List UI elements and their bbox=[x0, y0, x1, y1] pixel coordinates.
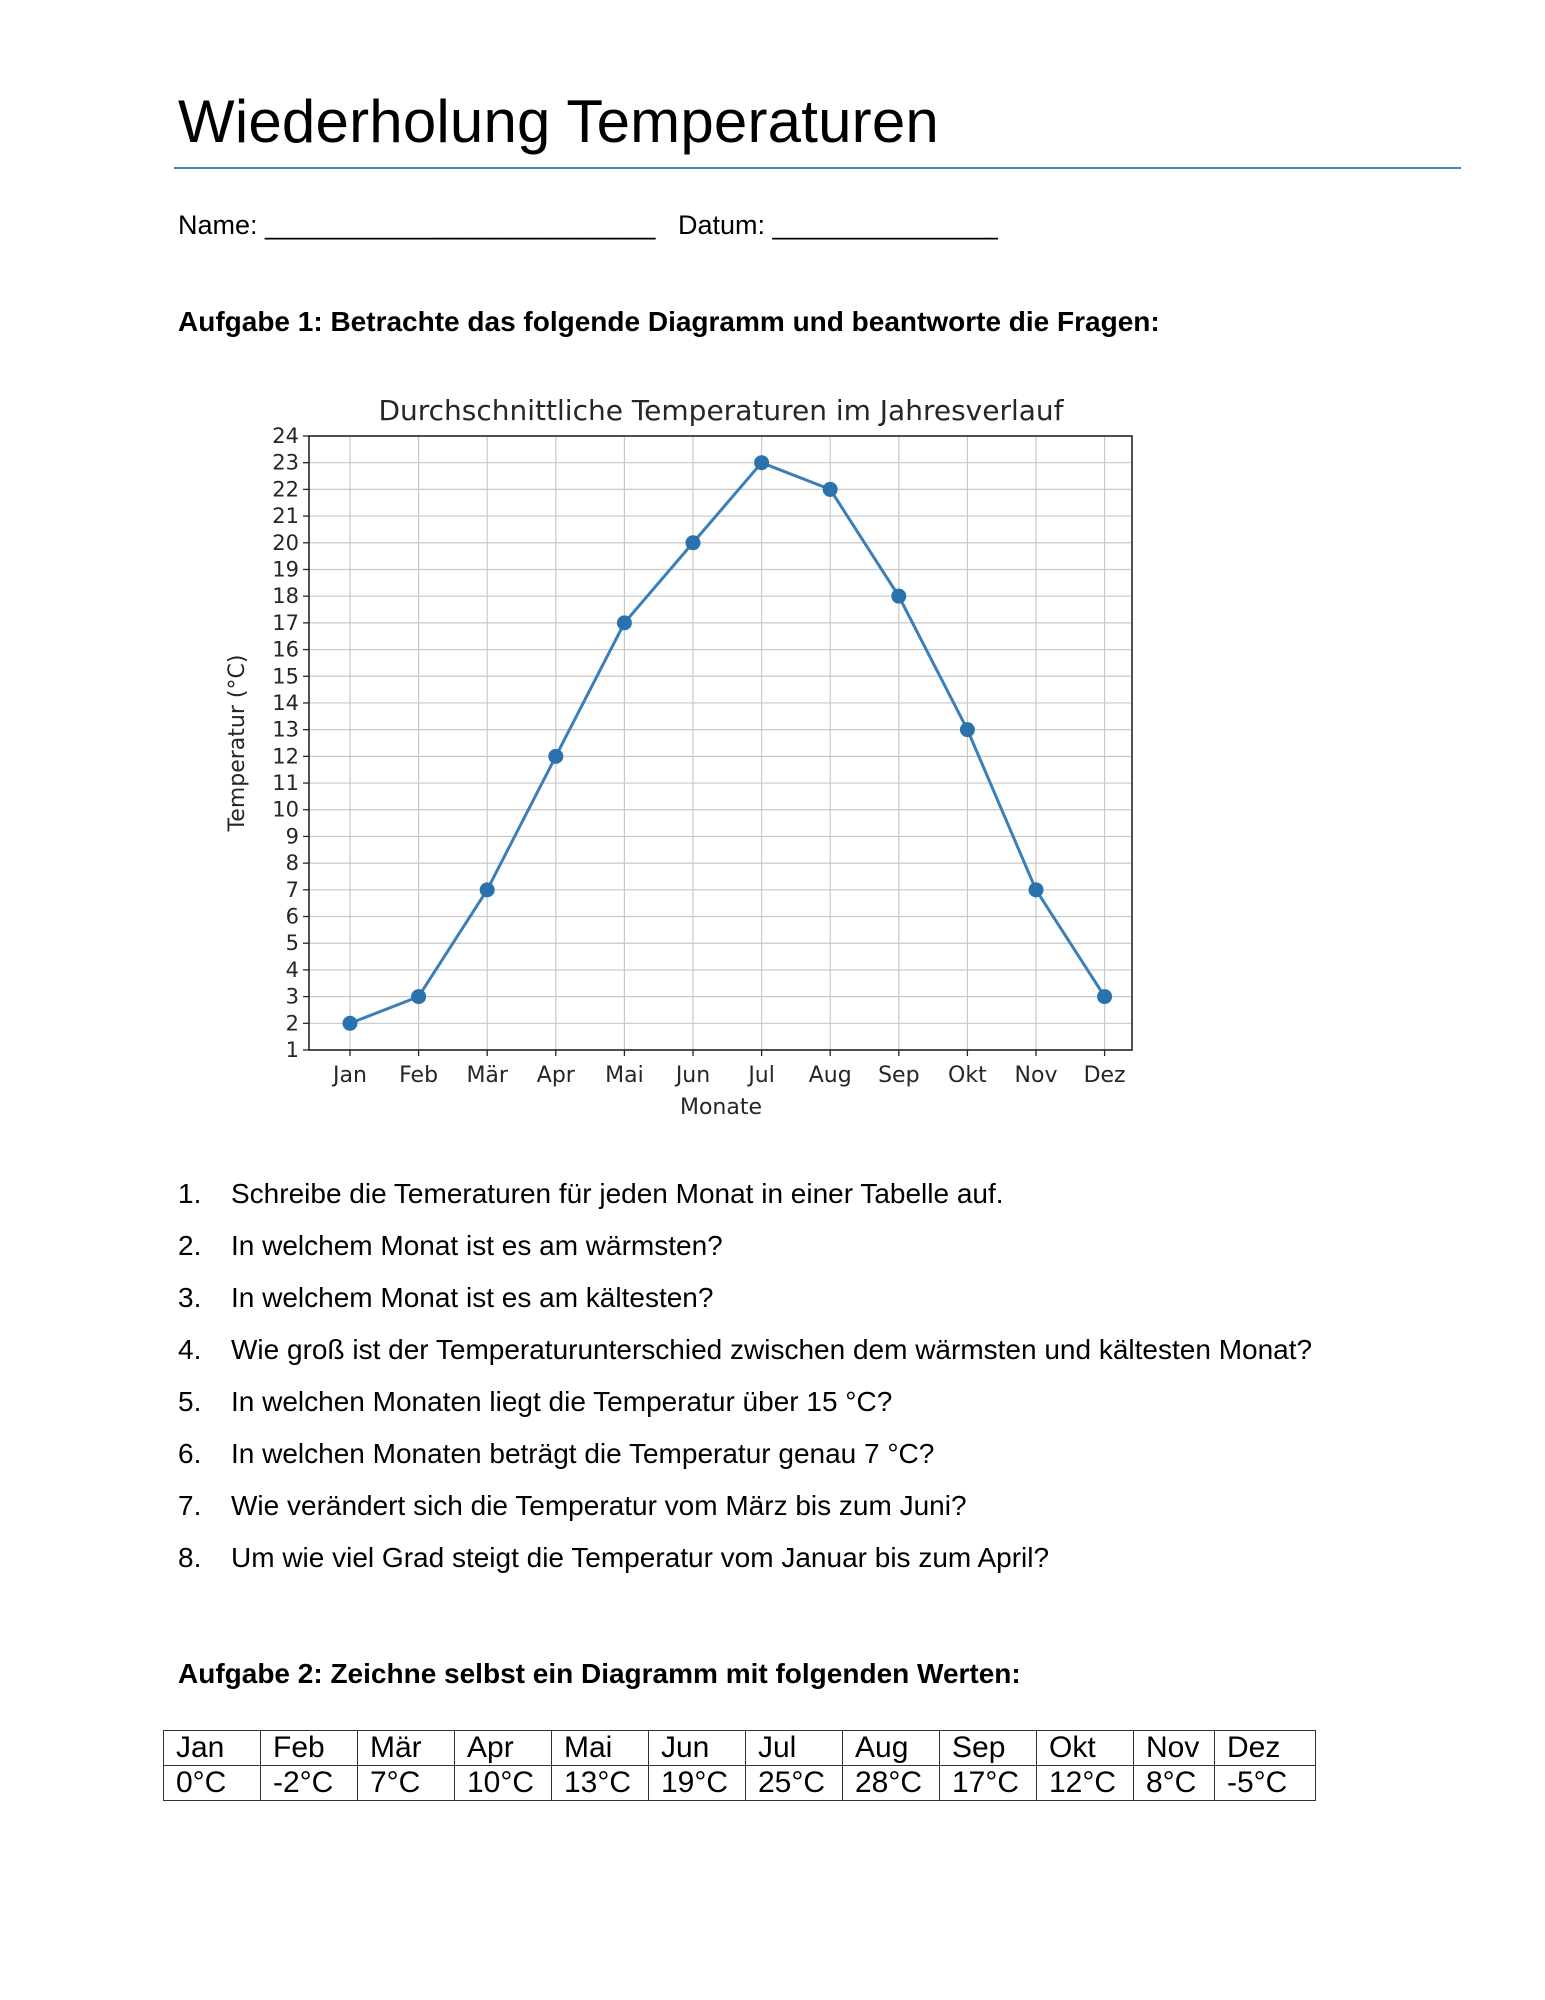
y-tick-label: 6 bbox=[285, 904, 299, 929]
y-tick-label: 19 bbox=[272, 557, 299, 582]
x-tick-label: Aug bbox=[808, 1063, 852, 1088]
question-text: In welchen Monaten liegt die Temperatur über 15 °C? bbox=[231, 1386, 893, 1417]
y-tick-label: 21 bbox=[272, 504, 299, 529]
y-tick-label: 11 bbox=[272, 771, 299, 796]
table-cell-month: Okt bbox=[1037, 1731, 1134, 1766]
name-date-line: Name: __________________________ Datum: _______________ bbox=[178, 210, 998, 240]
y-tick-label: 17 bbox=[272, 610, 299, 635]
chart-grid bbox=[309, 436, 1132, 1050]
table-cell-month: Nov bbox=[1134, 1731, 1215, 1766]
x-tick-label: Jun bbox=[675, 1063, 711, 1088]
x-tick-label: Jan bbox=[333, 1063, 367, 1088]
y-axis-label: Temperatur (°C) bbox=[225, 654, 250, 832]
table-cell-value: 25°C bbox=[746, 1766, 843, 1801]
y-tick-label: 8 bbox=[285, 851, 299, 876]
question-number: 5. bbox=[178, 1386, 202, 1417]
x-tick-label: Jul bbox=[748, 1063, 775, 1088]
question-text: Wie verändert sich die Temperatur vom März bis zum Juni? bbox=[231, 1490, 967, 1521]
table-cell-month: Dez bbox=[1215, 1731, 1316, 1766]
table-cell-value: 19°C bbox=[649, 1766, 746, 1801]
data-point bbox=[480, 882, 495, 897]
question-number: 3. bbox=[178, 1282, 202, 1313]
table-cell-value: 10°C bbox=[455, 1766, 552, 1801]
x-tick-label: Mai bbox=[605, 1063, 644, 1088]
data-point bbox=[686, 535, 701, 550]
y-tick-label: 12 bbox=[272, 744, 299, 769]
y-tick-label: 4 bbox=[285, 957, 299, 982]
y-tick-label: 3 bbox=[285, 984, 299, 1009]
temperature-value-table bbox=[163, 1730, 1316, 1801]
x-tick-label: Nov bbox=[1014, 1063, 1058, 1088]
y-tick-label: 22 bbox=[272, 477, 299, 502]
y-tick-label: 13 bbox=[272, 717, 299, 742]
data-point bbox=[754, 455, 769, 470]
table-cell-value: -2°C bbox=[261, 1766, 358, 1801]
question-number: 1. bbox=[178, 1178, 202, 1209]
question-text: Wie groß ist der Temperaturunterschied zwischen dem wärmsten und kältesten Monat? bbox=[231, 1334, 1313, 1365]
question-text: In welchen Monaten beträgt die Temperatur genau 7 °C? bbox=[231, 1438, 935, 1469]
question-number: 8. bbox=[178, 1542, 202, 1573]
task-2-heading: Aufgabe 2: Zeichne selbst ein Diagramm mit folgenden Werten: bbox=[178, 1658, 1021, 1689]
title-underline bbox=[174, 167, 1461, 169]
data-point bbox=[1097, 989, 1112, 1004]
question-text: Um wie viel Grad steigt die Temperatur vom Januar bis zum April? bbox=[231, 1542, 1050, 1573]
x-tick-label: Feb bbox=[399, 1063, 439, 1088]
x-tick-label: Apr bbox=[536, 1063, 575, 1088]
table-cell-month: Feb bbox=[261, 1731, 358, 1766]
table-cell-value: 12°C bbox=[1037, 1766, 1134, 1801]
y-tick-label: 10 bbox=[272, 797, 299, 822]
y-tick-label: 9 bbox=[285, 824, 299, 849]
data-point bbox=[960, 722, 975, 737]
data-point bbox=[891, 589, 906, 604]
y-tick-label: 1 bbox=[285, 1038, 299, 1062]
table-row-months bbox=[164, 1731, 1316, 1766]
table-cell-value: 7°C bbox=[358, 1766, 455, 1801]
data-point bbox=[617, 615, 632, 630]
temperature-line-chart bbox=[220, 390, 1140, 1130]
x-tick-label: Okt bbox=[948, 1063, 987, 1088]
task-1-heading: Aufgabe 1: Betrachte das folgende Diagramm und beantworte die Fragen: bbox=[178, 306, 1160, 337]
table-cell-month: Apr bbox=[455, 1731, 552, 1766]
temperature-series bbox=[343, 455, 1113, 1031]
table-cell-month: Jun bbox=[649, 1731, 746, 1766]
x-tick-label: Sep bbox=[878, 1063, 920, 1088]
data-point bbox=[548, 749, 563, 764]
table-cell-month: Aug bbox=[843, 1731, 940, 1766]
series-line bbox=[350, 463, 1105, 1024]
x-axis-label: Monate bbox=[679, 1095, 763, 1120]
table-cell-month: Sep bbox=[940, 1731, 1037, 1766]
x-tick-label: Dez bbox=[1083, 1063, 1126, 1088]
y-axis-ticks bbox=[272, 424, 309, 1062]
y-tick-label: 16 bbox=[272, 637, 299, 662]
table-cell-month: Jul bbox=[746, 1731, 843, 1766]
table-cell-month: Mai bbox=[552, 1731, 649, 1766]
y-tick-label: 23 bbox=[272, 450, 299, 475]
table-row-values bbox=[164, 1766, 1316, 1801]
question-number: 7. bbox=[178, 1490, 202, 1521]
y-tick-label: 24 bbox=[272, 424, 299, 448]
table-cell-value: 28°C bbox=[843, 1766, 940, 1801]
table-cell-value: 13°C bbox=[552, 1766, 649, 1801]
y-tick-label: 7 bbox=[285, 877, 299, 902]
data-point bbox=[823, 482, 838, 497]
y-tick-label: 2 bbox=[285, 1011, 299, 1036]
table-cell-value: 8°C bbox=[1134, 1766, 1215, 1801]
question-text: Schreibe die Temeraturen für jeden Monat in einer Tabelle auf. bbox=[231, 1178, 1004, 1209]
y-tick-label: 20 bbox=[272, 530, 299, 555]
y-tick-label: 18 bbox=[272, 584, 299, 609]
data-point bbox=[343, 1016, 358, 1031]
table-cell-value: 17°C bbox=[940, 1766, 1037, 1801]
page-title: Wiederholung Temperaturen bbox=[178, 88, 940, 155]
question-number: 2. bbox=[178, 1230, 202, 1261]
table-cell-value: 0°C bbox=[164, 1766, 261, 1801]
table-cell-value: -5°C bbox=[1215, 1766, 1316, 1801]
question-text: In welchem Monat ist es am kältesten? bbox=[231, 1282, 714, 1313]
x-tick-label: Mär bbox=[466, 1063, 508, 1088]
y-tick-label: 14 bbox=[272, 690, 299, 715]
data-point bbox=[1029, 882, 1044, 897]
table-cell-month: Jan bbox=[164, 1731, 261, 1766]
y-tick-label: 15 bbox=[272, 664, 299, 689]
chart-title: Durchschnittliche Temperaturen im Jahresverlauf bbox=[378, 394, 1064, 427]
plot-frame bbox=[309, 436, 1132, 1050]
data-point bbox=[411, 989, 426, 1004]
question-number: 6. bbox=[178, 1438, 202, 1469]
y-tick-label: 5 bbox=[285, 931, 299, 956]
table-cell-month: Mär bbox=[358, 1731, 455, 1766]
x-axis-ticks bbox=[331, 1050, 1126, 1088]
question-number: 4. bbox=[178, 1334, 202, 1365]
question-text: In welchem Monat ist es am wärmsten? bbox=[231, 1230, 723, 1261]
